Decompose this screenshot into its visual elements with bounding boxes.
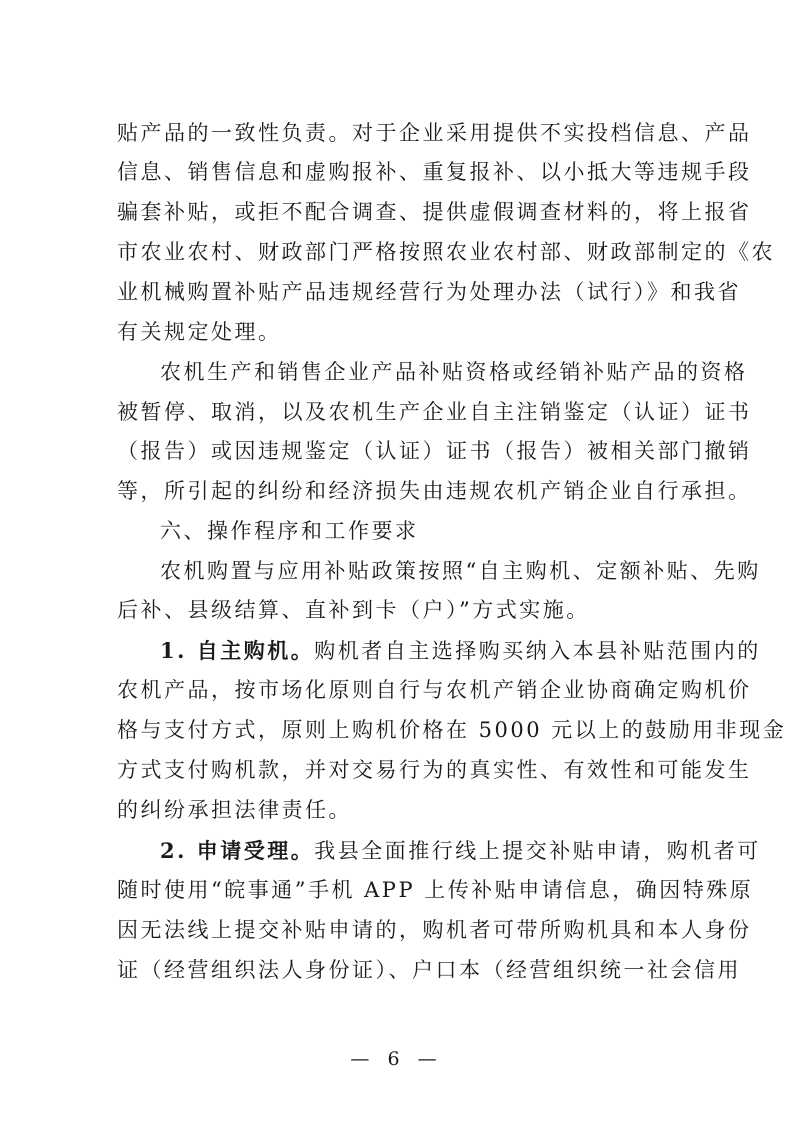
paragraph-line: 农机购置与应用补贴政策按照“自主购机、定额补贴、先购 [160, 559, 761, 583]
paragraph-line: 方式支付购机款，并对交易行为的真实性、有效性和可能发生 [117, 758, 752, 782]
paragraph-line [160, 636, 761, 666]
paragraph-line: 农机生产和销售企业产品补贴资格或经销补贴产品的资格 [160, 360, 748, 384]
item-text-1: 购机者自主选择购买纳入本县补贴范围内的 [314, 639, 761, 663]
paragraph-line: 骗套补贴，或拒不配合调查、提供虚假调查材料的，将上报省 [117, 200, 752, 224]
paragraph-line: 贴产品的一致性负责。对于企业采用提供不实投档信息、产品 [117, 121, 752, 145]
item-text-2: 我县全面推行线上提交补贴申请，购机者可 [314, 839, 761, 863]
paragraph-line: 随时使用“皖事通”手机 APP 上传补贴申请信息，确因特殊原 [117, 878, 754, 902]
paragraph-line: 信息、销售信息和虚购报补、重复报补、以小抵大等违规手段 [117, 160, 752, 184]
paragraph-line: 因无法线上提交补贴申请的，购机者可带所购机具和本人身份 [117, 918, 752, 942]
paragraph-line: 证（经营组织法人身份证）、户口本（经营组织统一社会信用 [117, 958, 741, 982]
paragraph-line: 被暂停、取消，以及农机生产企业自主注销鉴定（认证）证书 [117, 400, 752, 424]
paragraph-line: （报告）或因违规鉴定（认证）证书（报告）被相关部门撤销 [117, 439, 752, 463]
paragraph-line: 等，所引起的纠纷和经济损失由违规农机产销企业自行承担。 [117, 479, 752, 503]
paragraph-line: 有关规定处理。 [117, 320, 282, 344]
paragraph-line: 的纠纷承担法律责任。 [117, 798, 352, 822]
page-number: — 6 — [350, 1048, 443, 1070]
item-lead-2: 2. 申请受理。 [160, 838, 315, 863]
paragraph-line: 市农业农村、财政部门严格按照农业农村部、财政部制定的《农 [117, 240, 775, 264]
paragraph-line: 业机械购置补贴产品违规经营行为处理办法（试行）》和我省 [117, 280, 741, 304]
paragraph-line: 农机产品，按市场化原则自行与农机产销企业协商确定购机价 [117, 678, 752, 702]
paragraph-line: 后补、县级结算、直补到卡（户）”方式实施。 [117, 598, 590, 622]
item-lead-1: 1. 自主购机。 [160, 638, 315, 663]
paragraph-line [160, 836, 761, 866]
paragraph-line: 格与支付方式，原则上购机价格在 5000 元以上的鼓励用非现金 [117, 718, 787, 742]
section-heading: 六、操作程序和工作要求 [160, 519, 419, 543]
